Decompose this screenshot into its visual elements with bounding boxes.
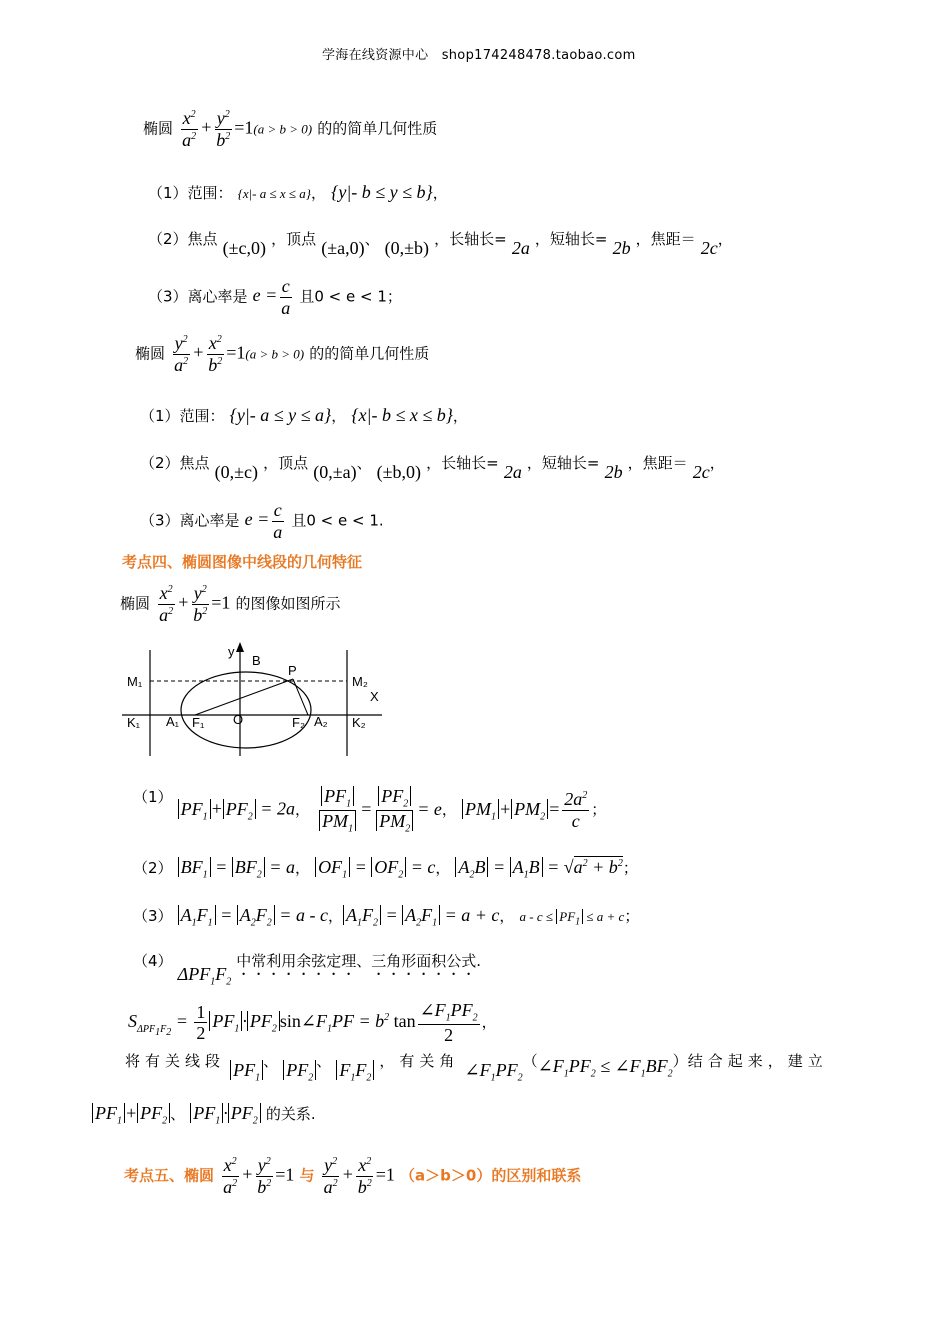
sec1-range: （1）范围： {x|- a ≤ x ≤ a}， {y|- b ≤ y ≤ b}， (148, 182, 448, 202)
relation-line: $PF_1 + PF_2$ 、 $PF_1 \cdot PF_2$ 的关系. (92, 1103, 316, 1127)
sec4-heading: 考点五、椭圆 $\frac{x^2}{a^2}$ + $\frac{y^2}{b^2}$ =1 与 $\frac{y^2}{a^2}$ + $\frac{x^2}{b^2}$ =1 （a＞b＞0）的区别和联系 (124, 1155, 582, 1197)
label-a1: A₁ (166, 714, 180, 729)
sec3-intro: 椭圆 $\frac{x^2}{a^2}$ + $\frac{y^2}{b^2}$ =1 的图像如图所示 (120, 583, 341, 625)
label-k1: K₁ (127, 715, 141, 730)
label-m1: M₁ (127, 674, 143, 689)
area-formula: $S_{\Delta PF_1F_2}$ = $\frac{1}{2}$ $PF_1 \cdot PF_2$ $\sin\angle F_1PF = b^2$ tan $\frac{\angle F_1PF_2}{2}$ ， (128, 1000, 497, 1046)
label-k2: K₂ (352, 715, 366, 730)
label-p: P (288, 663, 297, 678)
label-y: y (228, 644, 235, 659)
label-b: B (252, 653, 261, 668)
sec2-range: （1）范围： {y|- a ≤ y ≤ a}， {x|- b ≤ x ≤ b}， (140, 405, 468, 425)
label-f1: F₁ (192, 715, 205, 730)
sec3-item4: （4） $\Delta PF_1F_2$ 中常利用余弦定理、三角形面积公式. (133, 952, 482, 988)
label-o: O (233, 712, 244, 727)
ellipse-diagram (120, 638, 400, 758)
label-a2: A₂ (314, 714, 328, 729)
sec3-item2: （2） $BF_1 = BF_2 = a$， $OF_1 = OF_2 = c$， $A_2B = A_1B = √a^2 + b^2$； (133, 857, 638, 881)
page-header: 学海在线资源中心 shop174248478.taobao.com (322, 48, 636, 63)
label-m2: M₂ (352, 674, 368, 689)
sec2-title: 椭圆 $\frac{y^2}{a^2}$ + $\frac{x^2}{b^2}$ =1(a > b > 0) 的的简单几何性质 (135, 333, 430, 375)
sec2-eccentricity: （3）离心率是 e = $\frac{c}{a}$ 且0 < e < 1. (140, 500, 384, 542)
ellipse (181, 672, 311, 748)
sec1-eccentricity: （3）离心率是 e = $\frac{c}{a}$ 且0 < e < 1； (148, 276, 402, 318)
sec1-title: 椭圆 $\frac{x^2}{a^2}$ + $\frac{y^2}{b^2}$ =1(a > b > 0) 的的简单几何性质 (143, 108, 438, 150)
sec2-foci: （2）焦点 (0,±c) ，顶点 (0,±a)、 (±b,0) ，长轴长= 2a ，短轴长= 2b ，焦距＝ 2c， (140, 454, 725, 482)
segment-pf1 (195, 679, 293, 715)
segment-pf2 (293, 679, 308, 715)
sec3-heading: 考点四、椭圆图像中线段的几何特征 (122, 553, 363, 571)
sec3-item3: （3） $A_1F_1 = A_2F_2 = a - c$， $A_1F_2 = A_2F_1 = a + c$， $a - c \le PF_1 \le a + c$； (133, 905, 640, 929)
sec1-foci: （2）焦点 (±c,0) ，顶点 (±a,0)、 (0,±b) ，长轴长= 2a ，短轴长= 2b ，焦距＝ 2c， (148, 230, 733, 258)
sec3-item1: （1） $PF_1 + PF_2 = 2a$， $\frac{PF_1}{PM_1}$ = $\frac{PF_2}{PM_2}$ = e， $PM_1 + PM_2$ = $\frac{2a^2}{c}$ ； (133, 786, 607, 835)
label-f2: F₂ (292, 715, 305, 730)
y-axis-arrow (236, 642, 244, 652)
link-sentence: 将有关线段 $PF_1$、 $PF_2$、 $F_1F_2$ ，有关角 $\angle F_1PF_2(\angle F_1PF_2$ ≤ $\angle F_1BF_2$）结合起来，建立 (125, 1052, 828, 1084)
label-x: X (370, 689, 379, 704)
